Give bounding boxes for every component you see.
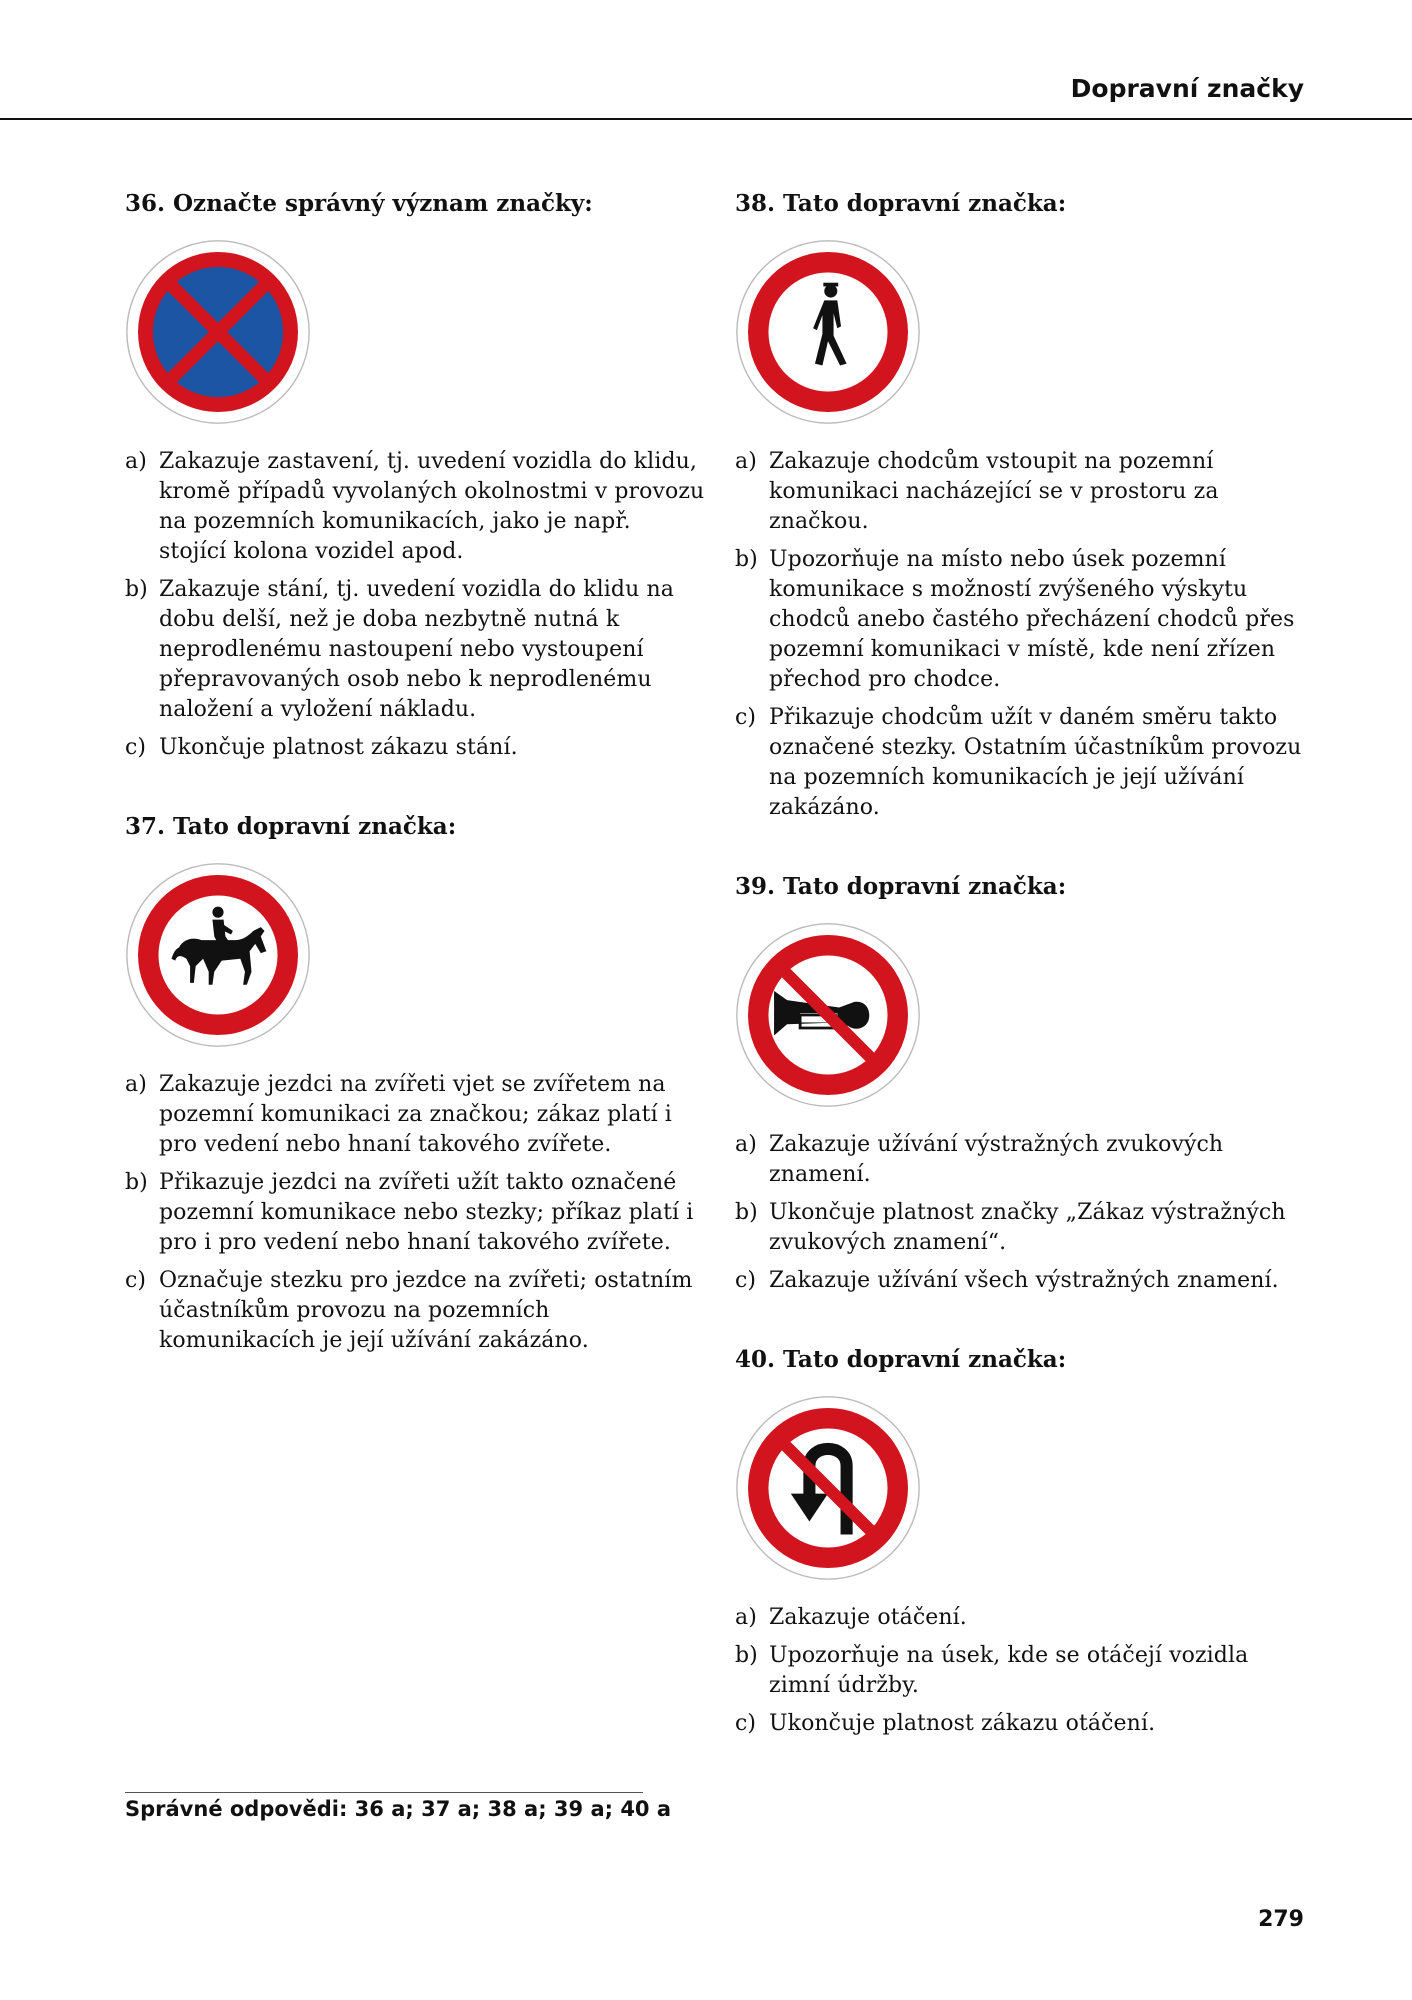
question-38 [735,190,1315,823]
question-40 [735,1346,1315,1739]
answer-option[interactable]: b) Upozorňuje na místo nebo úsek pozemní komunikace s možností zvýšeného výskytu chodců anebo častého přecházení chodců přes pozemní komunikaci v místě, kde není zřízen přechod pro chodce. [735,547,1295,692]
answer-option[interactable]: b) Upozorňuje na úsek, kde se otáčejí vozidla zimní údržby. [735,1643,1249,1698]
answer-option[interactable]: b) Přikazuje jezdci na zvířeti užít takto označené pozemní komunikace nebo stezky; příkaz platí i pro i pro vedení nebo hnaní takového zvířete. [125,1170,694,1255]
answer-option[interactable]: c) Ukončuje platnost zákazu otáčení. [735,1711,1156,1736]
answer-option[interactable]: c) Ukončuje platnost zákazu stání. [125,735,518,760]
question-title: 36. Označte správný význam značky: [125,190,593,217]
answer-list [735,1603,1315,1739]
no-u-turn-sign-icon [735,1395,921,1581]
page-number: 279 [1258,1907,1304,1932]
page-header-title: Dopravní značky [1070,74,1304,103]
answer-option[interactable]: b) Zakazuje stání, tj. uvedení vozidla do klidu na dobu delší, než je doba nezbytně nutná k neprodlenému nastoupení nebo vystoupení přepravovaných osob nebo k neprodlenému naložení a vyložení nákladu. [125,577,674,722]
question-36 [125,190,705,763]
answer-list [125,447,705,763]
answer-list [735,1130,1315,1296]
answer-option[interactable]: a) Zakazuje otáčení. [735,1605,967,1630]
answer-list [125,1070,705,1356]
question-39 [735,873,1315,1296]
question-37 [125,813,705,1356]
question-title: 38. Tato dopravní značka: [735,190,1067,217]
question-title: 40. Tato dopravní značka: [735,1346,1067,1373]
no-horn-sign-icon [735,922,921,1108]
footer-divider [125,1792,643,1793]
right-column [735,190,1315,1747]
header-divider [0,118,1412,120]
answer-option[interactable]: a) Zakazuje užívání výstražných zvukových znamení. [735,1132,1224,1187]
left-column [125,190,705,1364]
answer-list [735,447,1315,823]
correct-answers: Správné odpovědi: 36 a; 37 a; 38 a; 39 a; 40 a [125,1797,672,1821]
answer-option[interactable]: a) Zakazuje zastavení, tj. uvedení vozidla do klidu, kromě případů vyvolaných okolnostmi v provozu na pozemních komunikacích, jako je např. stojící kolona vozidel apod. [125,449,705,564]
answer-option[interactable]: a) Zakazuje chodcům vstoupit na pozemní komunikaci nacházející se v prostoru za značkou. [735,449,1219,534]
no-horse-riders-sign-icon [125,862,311,1048]
answer-option[interactable]: c) Přikazuje chodcům užít v daném směru takto označené stezky. Ostatním účastníkům provozu na pozemních komunikacích je její užívání zakázáno. [735,705,1302,820]
question-title: 39. Tato dopravní značka: [735,873,1067,900]
no-pedestrians-sign-icon [735,239,921,425]
answer-option[interactable]: c) Zakazuje užívání všech výstražných znamení. [735,1268,1279,1293]
answer-option[interactable]: b) Ukončuje platnost značky „Zákaz výstražných zvukových znamení“. [735,1200,1286,1255]
question-title: 37. Tato dopravní značka: [125,813,457,840]
answer-option[interactable]: c) Označuje stezku pro jezdce na zvířeti; ostatním účastníkům provozu na pozemních komunikacích je její užívání zakázáno. [125,1268,693,1353]
no-stopping-sign-icon [125,239,311,425]
answer-option[interactable]: a) Zakazuje jezdci na zvířeti vjet se zvířetem na pozemní komunikaci za značkou; zákaz platí i pro vedení nebo hnaní takového zvířete. [125,1072,672,1157]
